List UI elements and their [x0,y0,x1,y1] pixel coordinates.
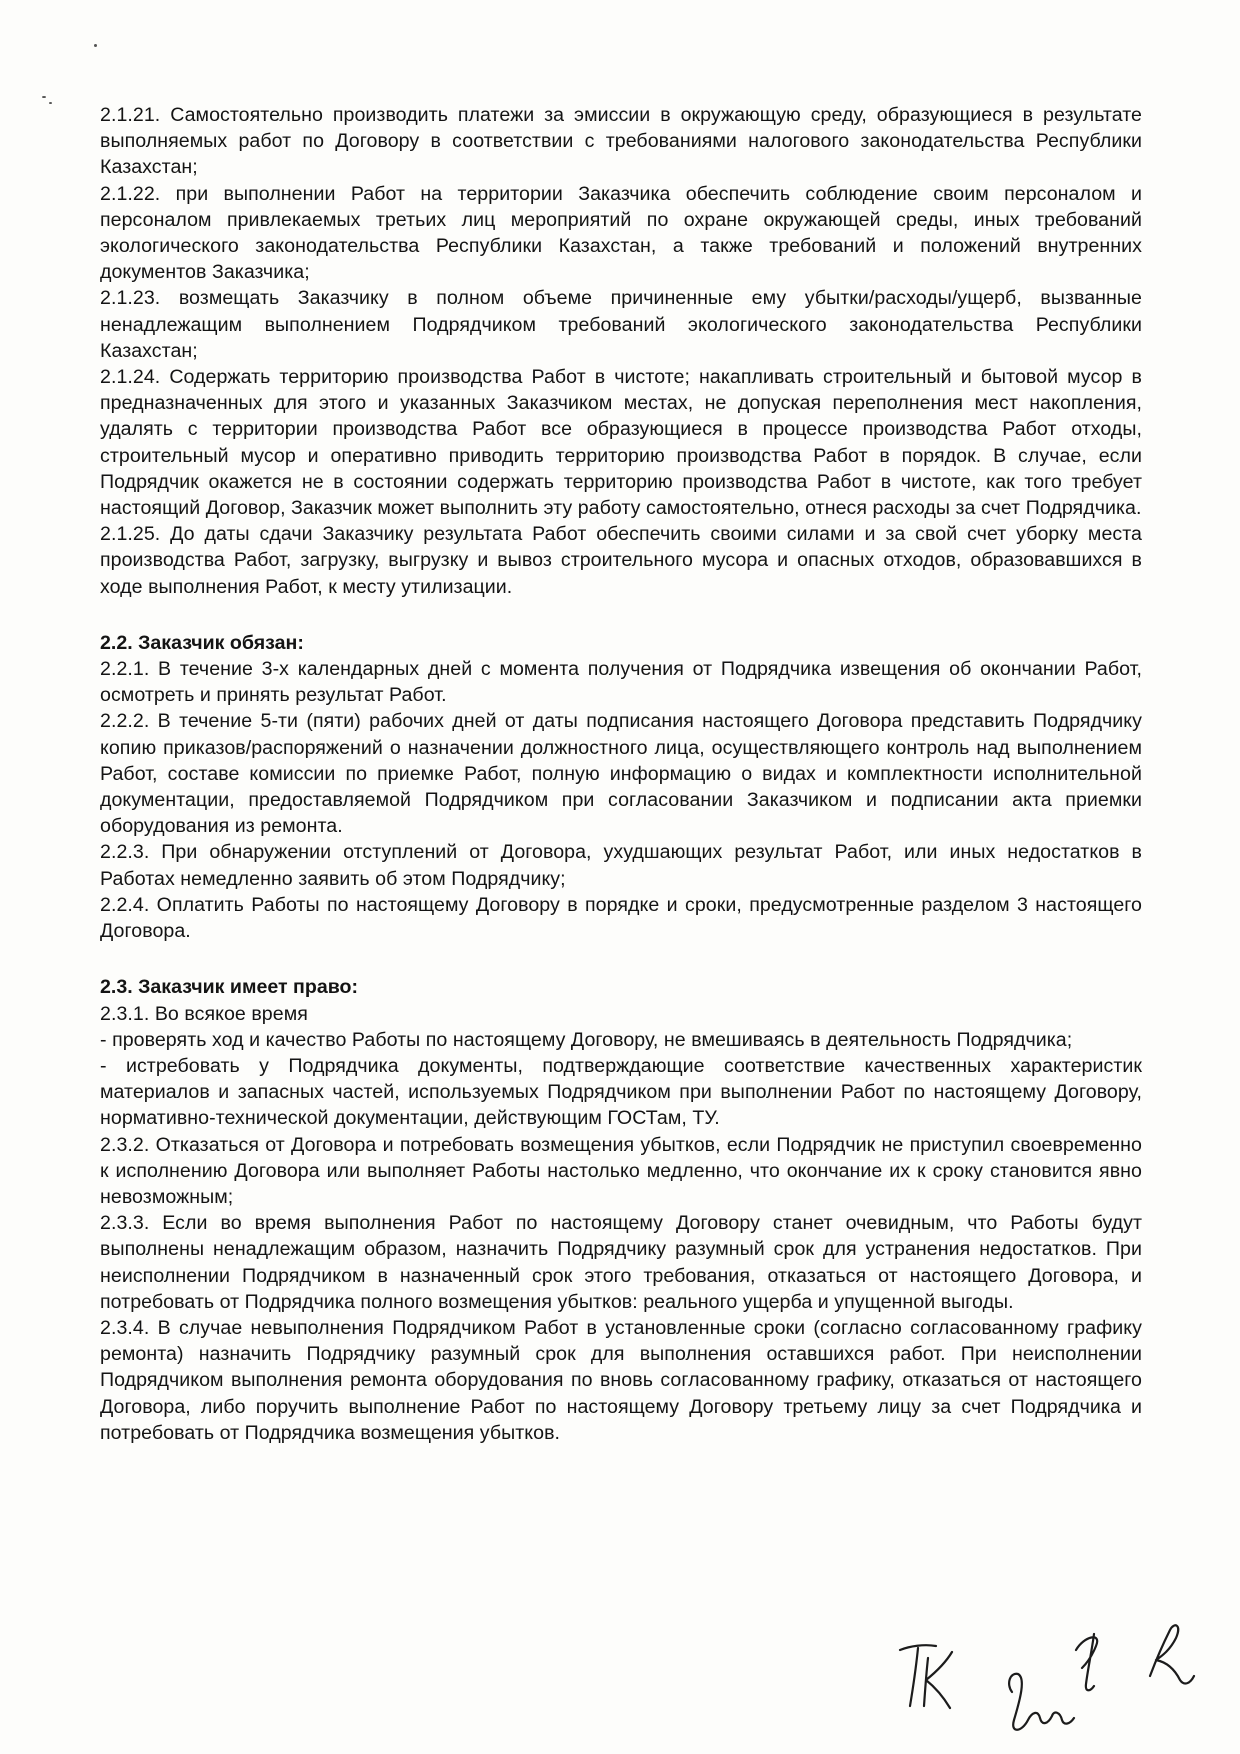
handwritten-initials [880,1588,1220,1754]
section-spacer [100,600,1142,630]
clause-2-1-22: 2.1.22. при выполнении Работ на территории Заказчика обеспечить соблюдение своим персоналом и персоналом привлекаемых третьих лиц мероприятий по охране окружающей среды, иных требований экологического законодательства Республики Казахстан, а также требований и положений внутренних документов Заказчика; [100,182,1142,284]
scan-speck [49,102,52,104]
initial-mark-4 [1150,1625,1194,1683]
scan-speck [42,96,46,98]
clause-2-2-1: 2.2.1. В течение 3-х календарных дней с момента получения от Подрядчика извещения об окончании Работ, осмотреть и принять результат Работ. [100,658,1142,707]
section-spacer [100,944,1142,974]
clause-2-1-25: 2.1.25. До даты сдачи Заказчику результата Работ обеспечить своими силами и за свой счет уборку места производства Работ, загрузку, выгрузку и вывоз строительного мусора и опасных отходов, образовавшихся в ходе выполнения Работ, к месту утилизации. [100,523,1142,598]
clause-2-2-4: 2.2.4. Оплатить Работы по настоящему Договору в порядке и сроки, предусмотренные разделом 3 настоящего Договора. [100,893,1142,943]
initial-mark-3 [1076,1634,1097,1690]
initial-mark-1 [900,1645,952,1708]
section-2-2-heading: 2.2. Заказчик обязан: [100,631,304,654]
clause-2-3-1-item-2: - истребовать у Подрядчика документы, подтверждающие соответствие качественных характеристик материалов и запасных частей, используемых Подрядчиком при выполнении Работ по настоящему Договору, нормативно-технической документации, действующим ГОСТам, ТУ. [100,1054,1142,1130]
clause-2-3-3: 2.3.3. Если во время выполнения Работ по настоящему Договору станет очевидным, что Работы будут выполнены ненадлежащим образом, назначить Подрядчику разумный срок для устранения недостатков. При неисполнении Подрядчиком в назначенный срок этого требования, отказаться от настоящего Договора, и потребовать от Подрядчика полного возмещения убытков: реального ущерба и упущенной выгоды. [100,1212,1142,1313]
clause-2-1-23: 2.1.23. возмещать Заказчику в полном объеме причиненные ему убытки/расходы/ущерб, вызванные ненадлежащим выполнением Подрядчиком требований экологического законодательства Республики Казахстан; [100,287,1142,362]
clause-2-1-24: 2.1.24. Содержать территорию производства Работ в чистоте; накапливать строительный и бытовой мусор в предназначенных для этого и указанных Заказчиком местах, не допуская переполнения мест накопления, удалять с территории производства Работ все образующиеся в процессе производства Работ отходы, строительный мусор и оперативно приводить территорию производства Работ в порядок. В случае, если Подрядчик окажется не в состоянии содержать территорию производства Работ в чистоте, как того требует настоящий Договор, Заказчик может выполнить эту работу самостоятельно, отнеся расходы за счет Подрядчика. [100,366,1142,520]
clause-2-3-4: 2.3.4. В случае невыполнения Подрядчиком Работ в установленные сроки (согласно согласованному графику ремонта) назначить Подрядчику разумный срок для выполнения оставшихся работ. При неисполнении Подрядчиком выполнения ремонта оборудования по вновь согласованному графику, отказаться от настоящего Договора, либо поручить выполнение Работ по настоящему Договору третьему лицу за счет Подрядчика и потребовать от Подрядчика возмещения убытков. [100,1316,1142,1444]
clause-2-3-1-item-1: - проверять ход и качество Работы по настоящему Договору, не вмешиваясь в деятельность Подрядчика; [100,1028,1073,1051]
clause-2-3-1: 2.3.1. Во всякое время [100,1002,308,1025]
clause-2-2-3: 2.2.3. При обнаружении отступлений от Договора, ухудшающих результат Работ, или иных недостатков в Работах немедленно заявить об этом Подрядчику; [100,841,1142,890]
clause-2-3-2: 2.3.2. Отказаться от Договора и потребовать возмещения убытков, если Подрядчик не приступил своевременно к исполнению Договора или выполняет Работы настолько медленно, что окончание их к сроку становится явно невозможным; [100,1133,1142,1208]
clause-2-1-21: 2.1.21. Самостоятельно производить платежи за эмиссии в окружающую среду, образующиеся в результате выполняемых работ по Договору в соответствии с требованиями налогового законодательства Республики Казахстан; [100,104,1142,179]
document-body [100,102,1142,1446]
scan-speck [94,44,97,47]
clause-2-2-2: 2.2.2. В течение 5-ти (пяти) рабочих дней от даты подписания настоящего Договора представить Подрядчику копию приказов/распоряжений о назначении должностного лица, осуществляющего контроль над выполнением Работ, составе комиссии по приемке Работ, полную информацию о видах и комплектности исполнительной документации, предоставляемой Подрядчиком при согласовании Заказчиком и подписании акта приемки оборудования из ремонта. [100,710,1142,838]
initial-mark-2 [1009,1674,1074,1730]
section-2-3-heading: 2.3. Заказчик имеет право: [100,976,358,999]
